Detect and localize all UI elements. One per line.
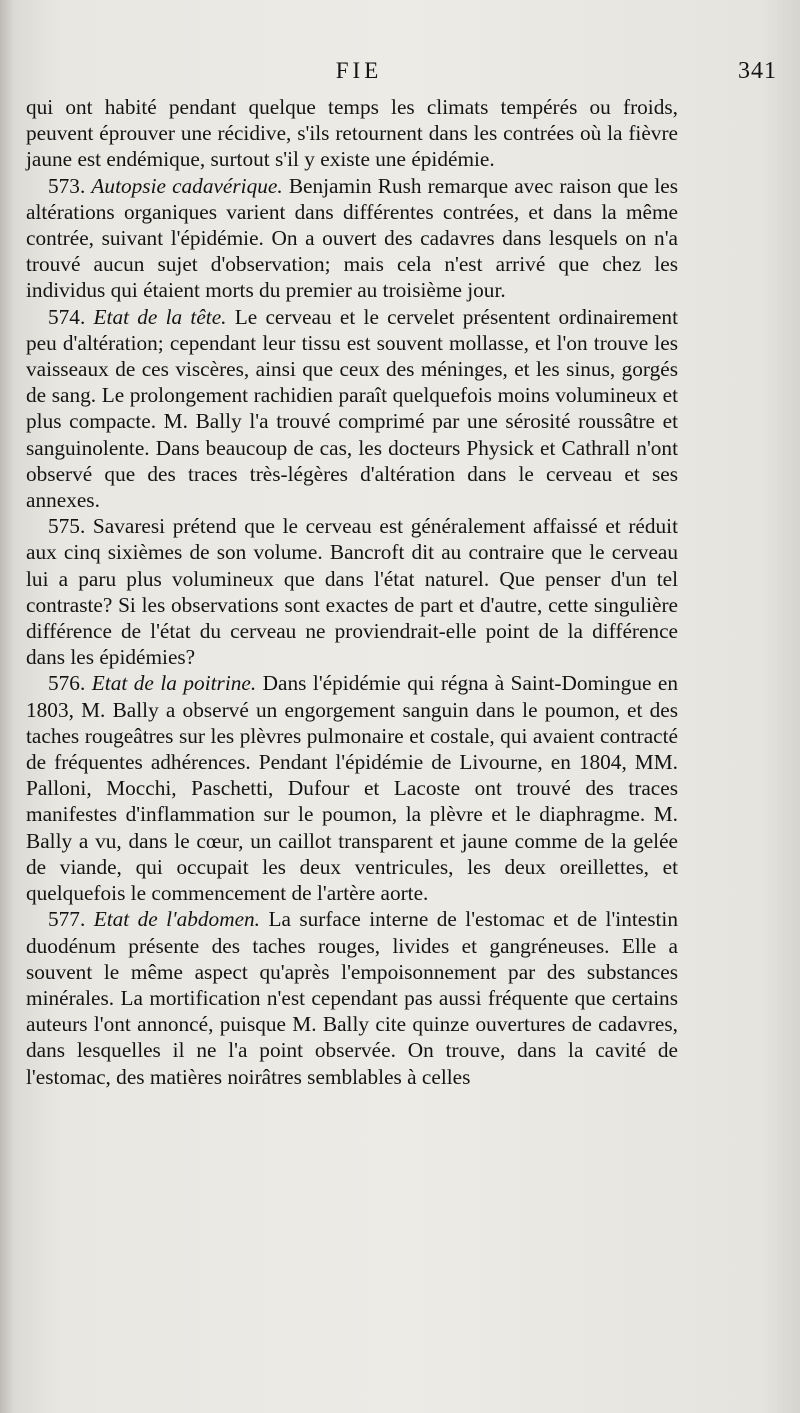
page-header (26, 58, 777, 98)
running-title: FIE (335, 58, 383, 83)
paragraph-number: 575. (48, 514, 86, 539)
paragraph-573 (26, 173, 678, 304)
body-text (26, 94, 678, 1090)
paragraph-number: 576. (48, 671, 86, 696)
paragraph-574 (26, 304, 678, 514)
paragraph-text: Savaresi prétend que le cerveau est généralement affaissé et réduit aux cinq sixièmes de son volume. Bancroft dit au contraire que le cerveau lui a paru plus volumineux que dans l'état naturel. Que penser d'un tel contraste? Si les observations sont exactes de part et d'autre, cette singulière différence de l'état du cerveau ne proviendrait-elle point de la différence dans les épidémies? (26, 514, 679, 670)
paragraph-575 (26, 513, 678, 670)
paragraph-number: 574. (48, 304, 86, 329)
paragraph-text: Benjamin Rush remarque avec raison que les altérations organiques varient dans différentes contrées, et dans la même contrée, suivant l'épidémie. On a ouvert des cadavres dans lesquels on n'a trouvé aucun sujet d'observation; mais cela n'est arrivé que chez les individus qui étaient morts du premier au troisième jour. (26, 173, 679, 303)
paragraph-text: Dans l'épidémie qui régna à Saint-Domingue en 1803, M. Bally a observé un engorgement sanguin dans le poumon, et des taches rougeâtres sur les plèvres pulmonaire et costale, qui avaient contracté de fréquentes adhérences. Pendant l'épidémie de Livourne, en 1804, MM. Palloni, Mocchi, Paschetti, Dufour et Lacoste ont trouvé des traces manifestes d'inflammation sur le poumon, la plèvre et le diaphragme. M. Bally a vu, dans le cœur, un caillot transparent et jaune comme de la gelée de viande, qui occupait les deux ventricules, les deux oreillettes, et quelquefois le commencement de l'artère aorte. (26, 671, 679, 906)
paragraph-text: La surface interne de l'estomac et de l'intestin duodénum présente des taches rouges, livides et gangréneuses. Elle a souvent le même aspect qu'après l'empoisonnement par des substances minérales. La mortification n'est cependant pas aussi fréquente que certains auteurs l'ont annoncé, puisque M. Bally cite quinze ouvertures de cadavres, dans lesquelles il ne l'a point observée. On trouve, dans la cavité de l'estomac, des matières noirâtres semblables à celles (26, 907, 678, 1089)
paragraph-577 (26, 906, 678, 1089)
paragraph-text: Le cerveau et le cervelet présentent ordinairement peu d'altération; cependant leur tissu est souvent mollasse, et l'on trouve les vaisseaux de ces viscères, ainsi que ceux des méninges, et les sinus, gorgés de sang. Le prolongement rachidien paraît quelquefois moins volumineux et plus compacte. M. Bally l'a trouvé comprimé par une sérosité roussâtre et sanguinolente. Dans beaucoup de cas, les docteurs Physick et Cathrall n'ont observé que des traces très-légères d'altération dans le cerveau et ses annexes. (26, 304, 678, 513)
section-heading: Etat de la poitrine. (91, 671, 257, 696)
section-heading: Etat de la tête. (93, 304, 227, 329)
section-heading: Autopsie cadavérique. (91, 173, 283, 198)
paragraph-continuation (26, 94, 678, 173)
paragraph-number: 573. (48, 173, 86, 198)
paragraph-number: 577. (48, 907, 86, 932)
page-number: 341 (738, 58, 777, 84)
paragraph-576 (26, 670, 678, 906)
paragraph-text: qui ont habité pendant quelque temps les climats tempérés ou froids, peuvent éprouver une récidive, s'ils retournent dans les contrées où la fièvre jaune est endémique, surtout s'il y existe une épidémie. (26, 95, 678, 172)
section-heading: Etat de l'abdomen. (93, 907, 261, 932)
